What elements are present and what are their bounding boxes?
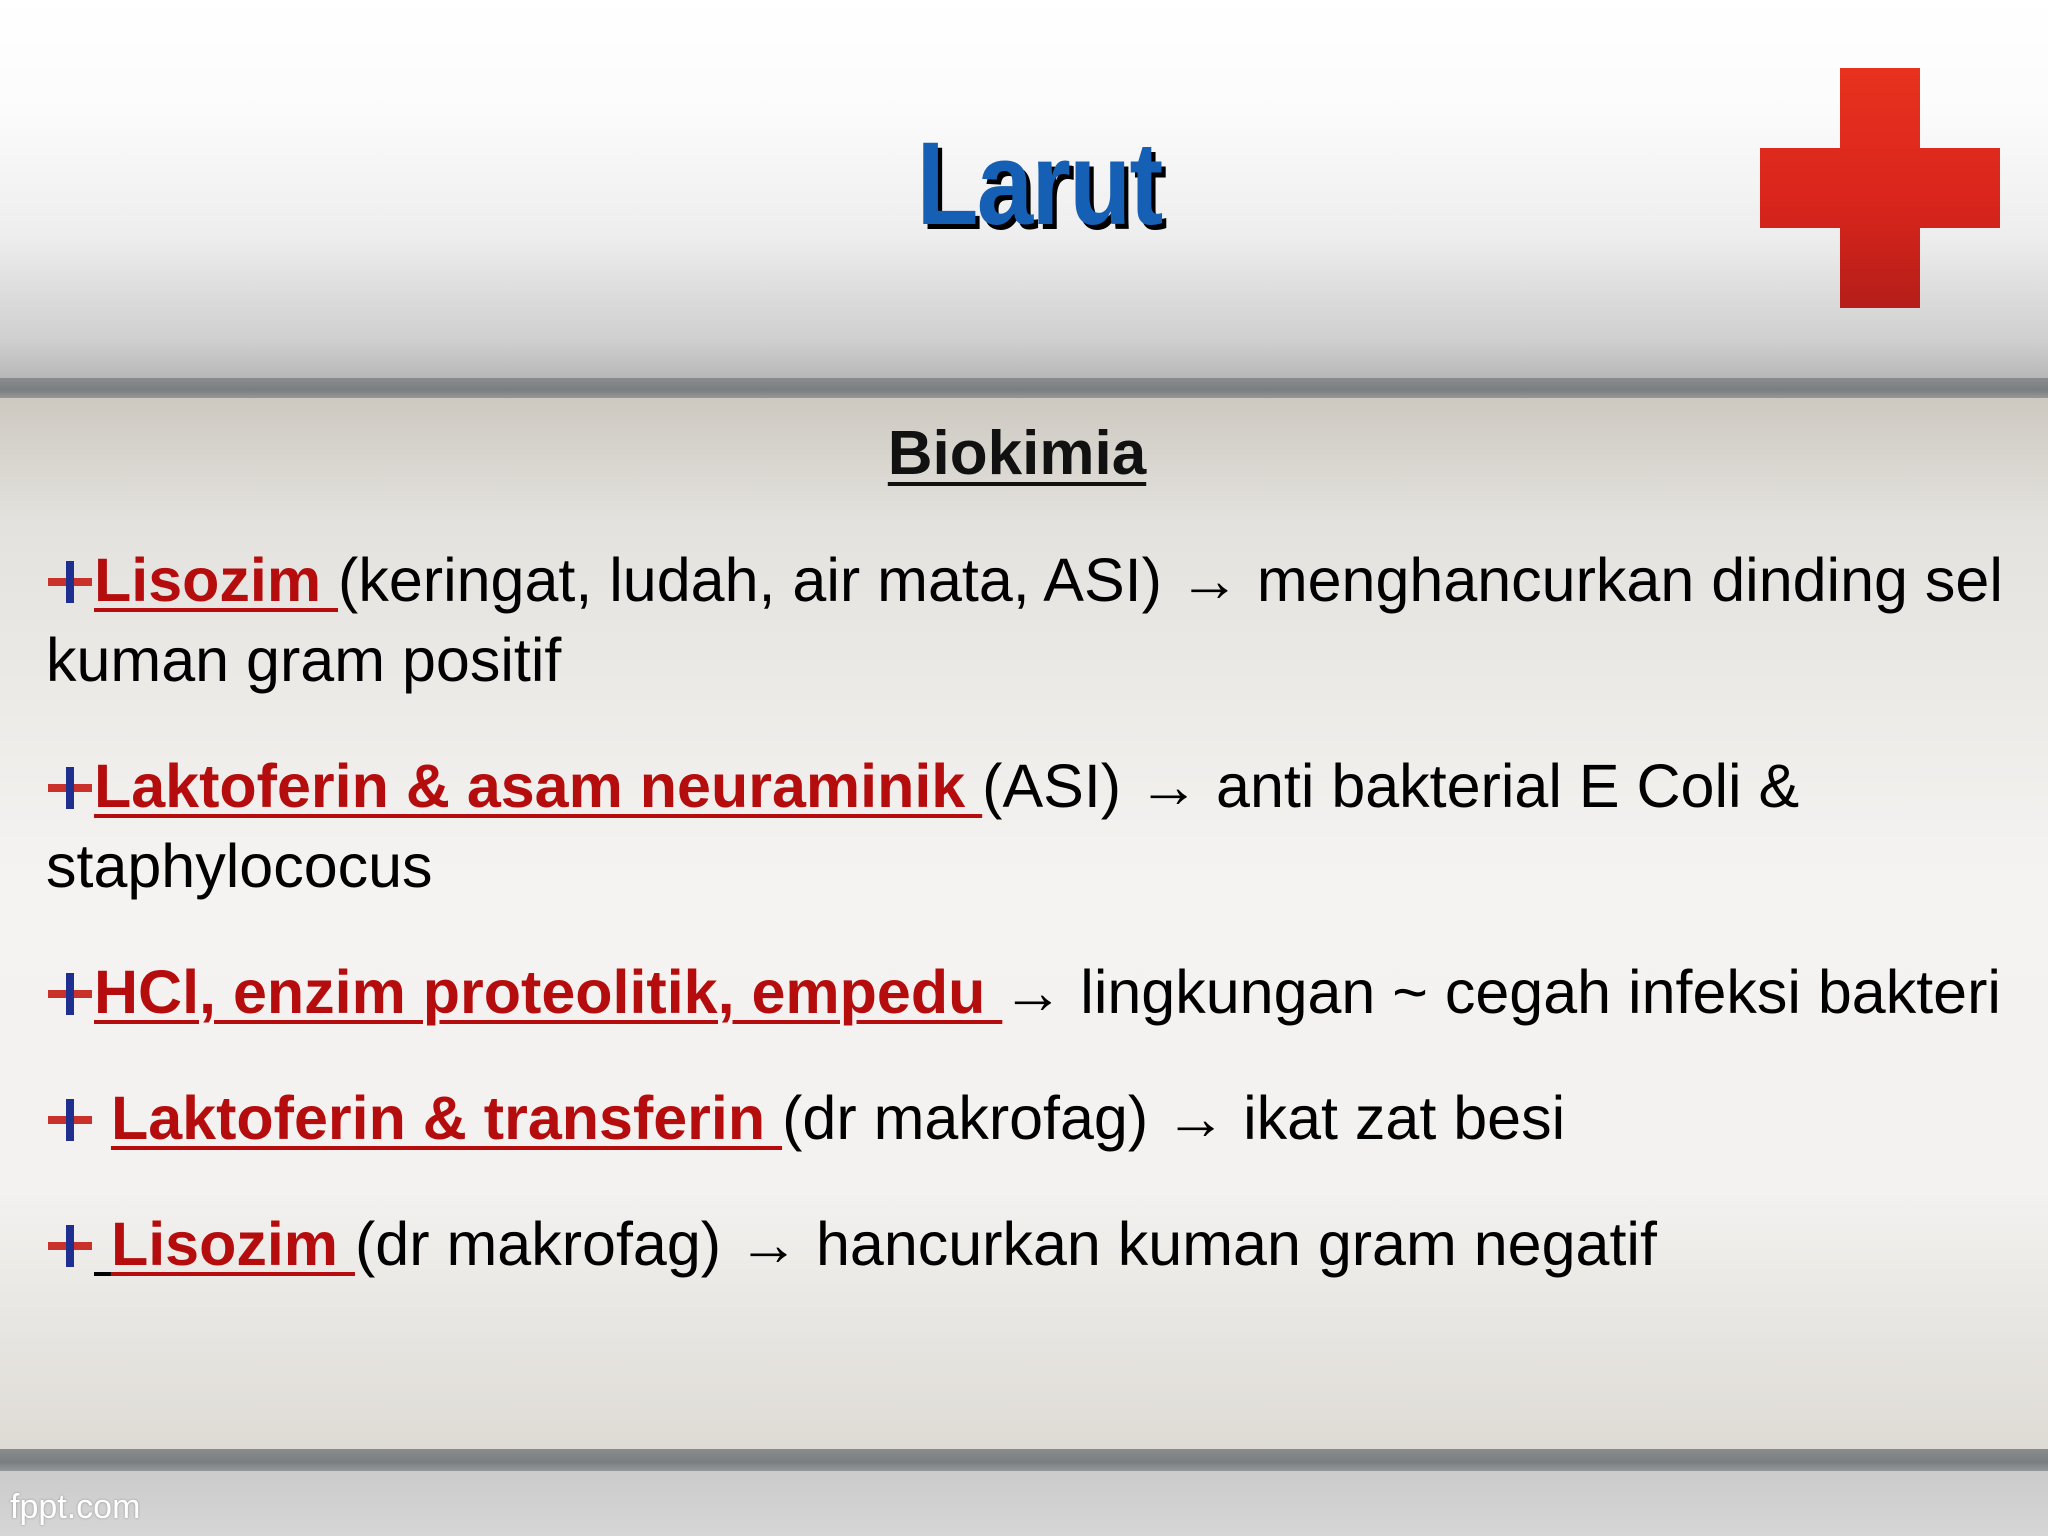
slide-subtitle: Biokimia xyxy=(887,419,1147,488)
bullet-item xyxy=(46,746,2026,906)
bullet-item xyxy=(46,1204,2026,1284)
bullet-term: Laktoferin & transferin xyxy=(110,1084,783,1152)
footer-divider xyxy=(0,1449,2048,1471)
bullet-text: (ASI) → anti bakterial E Coli & staphylococus xyxy=(46,752,1817,900)
plus-bullet-icon xyxy=(46,1223,94,1269)
slide-footer xyxy=(0,1471,2048,1536)
slide-title: Larut xyxy=(916,118,1162,250)
bullet-item xyxy=(46,540,2026,700)
bullet-lead xyxy=(94,1210,111,1278)
bullet-lead xyxy=(94,1084,111,1152)
bullet-term: Lisozim xyxy=(110,1210,355,1278)
bullet-text: → lingkungan ~ cegah infeksi bakteri xyxy=(1002,958,2001,1026)
bullet-text: (dr makrofag) → hancurkan kuman gram negatif xyxy=(354,1210,1657,1278)
bullet-text: (keringat, ludah, air mata, ASI) → menghancurkan dinding sel kuman gram positif xyxy=(46,546,2020,694)
plus-bullet-icon xyxy=(46,1097,94,1143)
bullet-term: Lisozim xyxy=(94,546,339,614)
bullet-term: Laktoferin & asam neuraminik xyxy=(94,752,983,820)
plus-bullet-icon xyxy=(46,559,94,605)
footer-brand: fppt.com xyxy=(10,1488,141,1526)
plus-bullet-icon xyxy=(46,971,94,1017)
bullet-text: (dr makrofag) → ikat zat besi xyxy=(782,1084,1566,1152)
bullet-list xyxy=(46,540,2026,1330)
plus-bullet-icon xyxy=(46,765,94,811)
bullet-item xyxy=(46,952,2026,1032)
bullet-term: HCl, enzim proteolitik, empedu xyxy=(94,958,1003,1026)
header-divider xyxy=(0,378,2048,398)
bullet-item xyxy=(46,1078,2026,1158)
red-cross-icon xyxy=(1760,68,2000,308)
